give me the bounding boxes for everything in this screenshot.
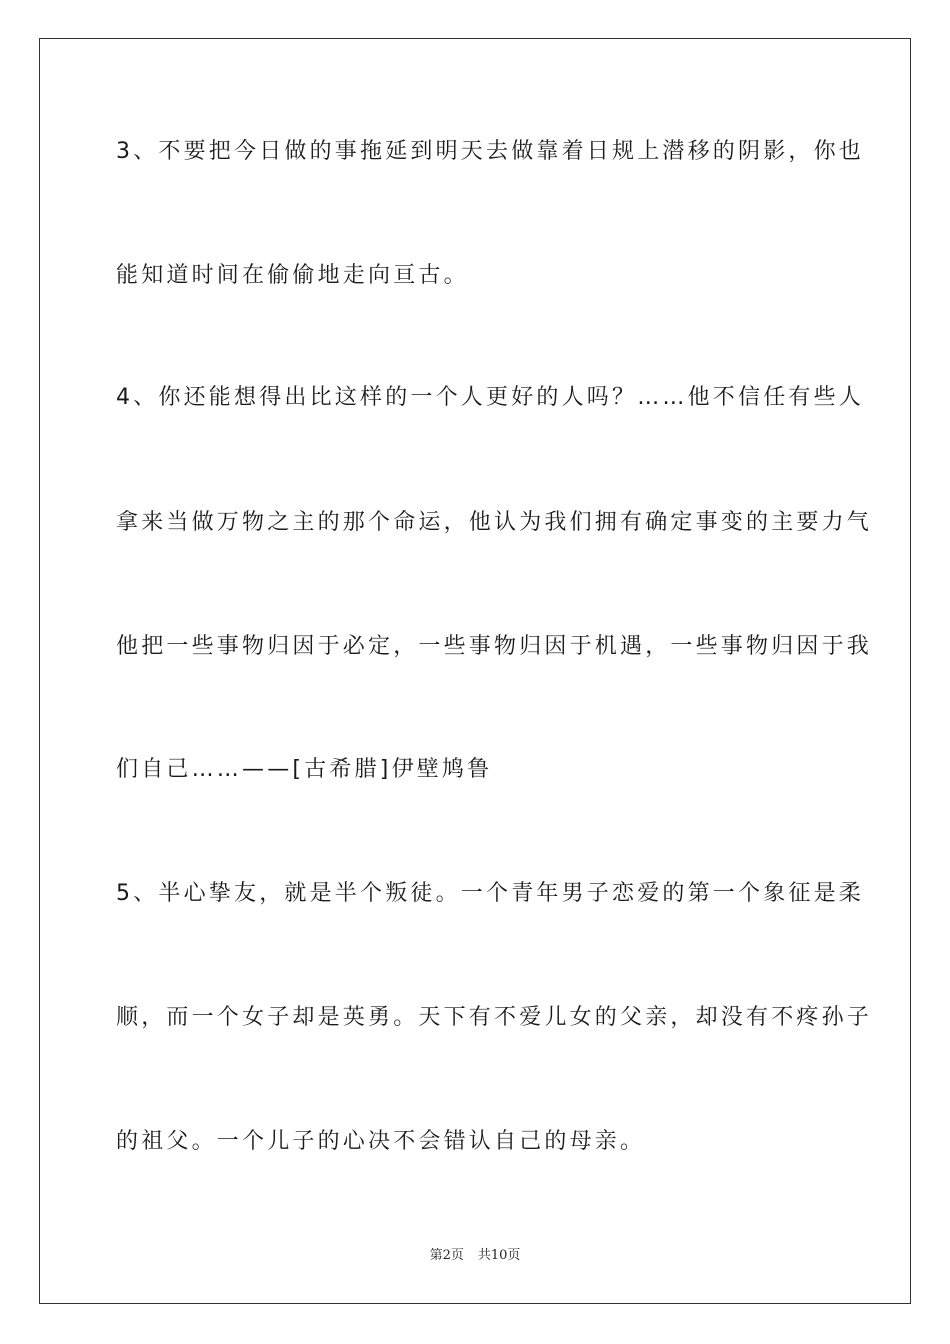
page-footer xyxy=(0,1247,950,1265)
text-line-7: 5、半心挚友，就是半个叛徒。一个青年男子恋爱的第一个象征是柔 xyxy=(116,881,864,906)
text-line-3: 4、你还能想得出比这样的一个人更好的人吗？……他不信任有些人 xyxy=(116,385,864,410)
text-line-2: 能知道时间在偷偷地走向亘古。 xyxy=(116,263,469,288)
text-line-8: 顺，而一个女子却是英勇。天下有不爱儿女的父亲，却没有不疼孙子 xyxy=(116,1005,873,1030)
text-line-5: 他把一些事物归因于必定，一些事物归因于机遇，一些事物归因于我 xyxy=(116,634,873,659)
text-line-6: 们自己……——[古希腊]伊壁鸠鲁 xyxy=(116,757,493,782)
text-line-9: 的祖父。一个儿子的心决不会错认自己的母亲。 xyxy=(116,1129,646,1154)
text-line-4: 拿来当做万物之主的那个命运，他认为我们拥有确定事变的主要力气 xyxy=(116,510,873,535)
total-pages: 共10页 xyxy=(477,1248,521,1263)
text-line-1: 3、不要把今日做的事拖延到明天去做靠着日规上潜移的阴影，你也 xyxy=(116,139,864,164)
page-number: 第2页 xyxy=(429,1248,464,1263)
page-frame xyxy=(39,38,911,1304)
